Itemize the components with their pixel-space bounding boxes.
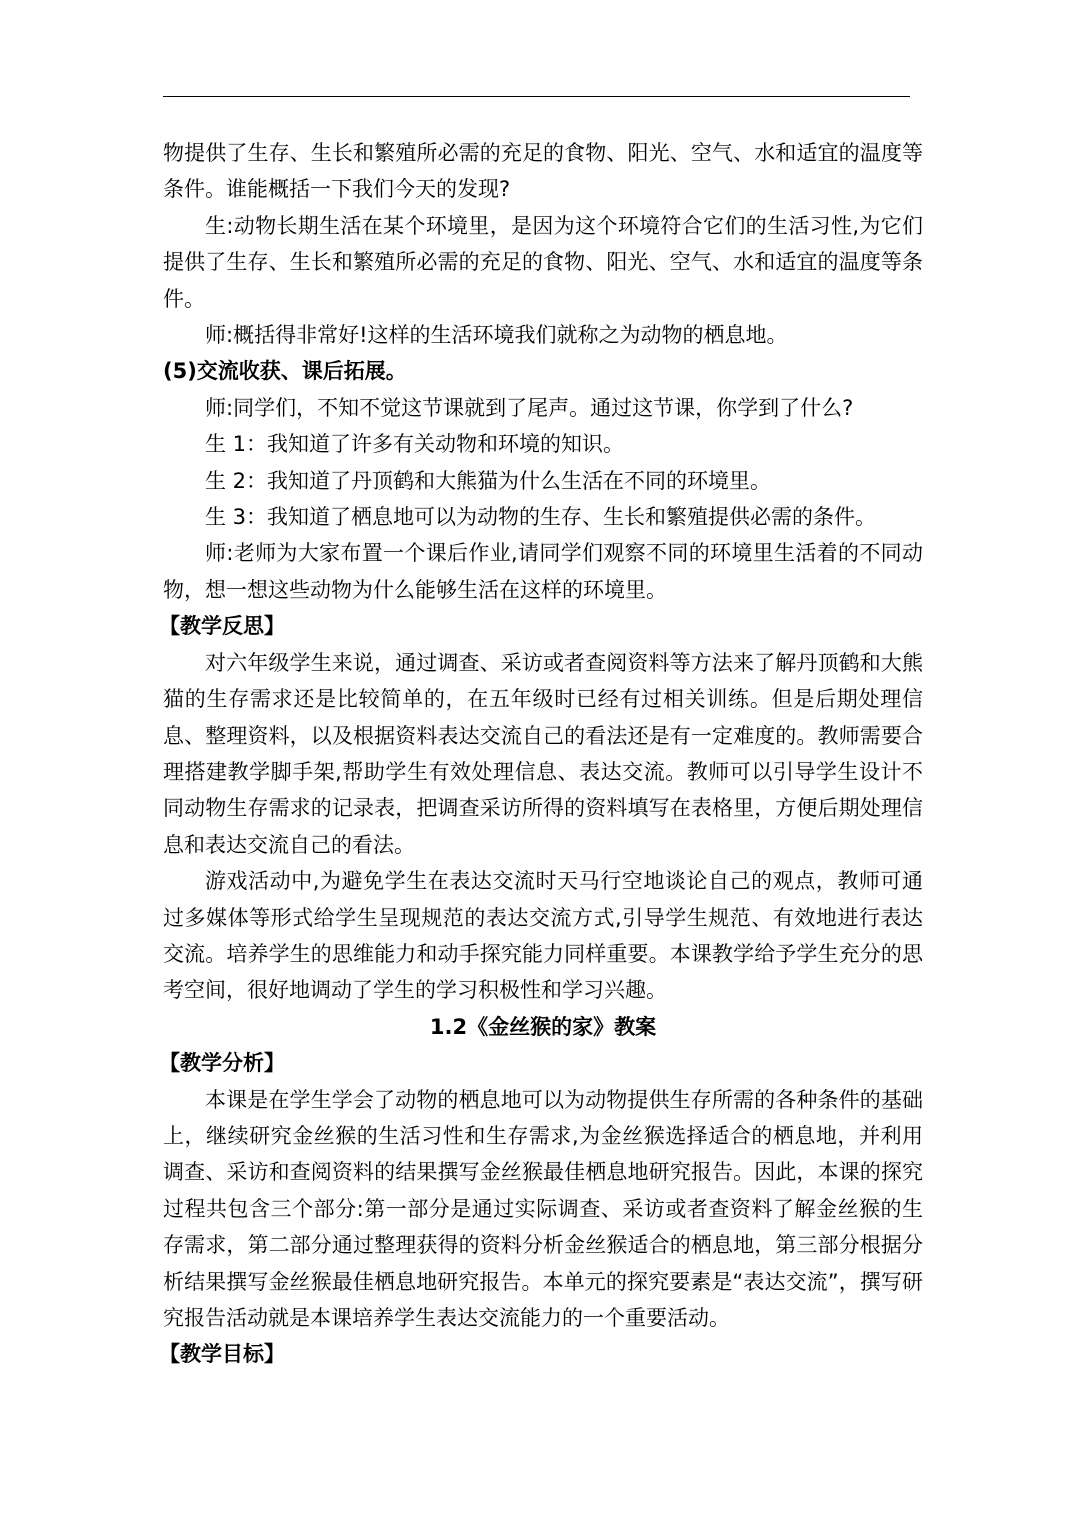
paragraph-reflection-2: 游戏活动中,为避免学生在表达交流时天马行空地谈论自己的观点，教师可通过多媒体等形式给学生呈现规范的表达交流方式,引导学生规范、有效地进行表达交流。培养学生的思维能力和动手探究能力同样重要。本课教学给予学生充分的思考空间，很好地调动了学生的学习积极性和学习兴趣。 bbox=[163, 869, 923, 1003]
paragraph-student-1: 生 1：我知道了许多有关动物和环境的知识。 bbox=[205, 432, 625, 457]
section-heading-reflection: 【教学反思】 bbox=[159, 614, 285, 639]
paragraph-teacher-question: 师:同学们，不知不觉这节课就到了尾声。通过这节课，你学到了什么? bbox=[205, 395, 854, 420]
paragraph-teacher-habitat: 师:概括得非常好!这样的生活环境我们就称之为动物的栖息地。 bbox=[205, 323, 788, 348]
paragraph-continuation: 物提供了生存、生长和繁殖所必需的充足的食物、阳光、空气、水和适宜的温度等条件。谁能概括一下我们今天的发现? bbox=[163, 141, 923, 202]
lesson-title: 1.2《金丝猴的家》教案 bbox=[429, 1014, 657, 1039]
paragraph-homework: 师:老师为大家布置一个课后作业,请同学们观察不同的环境里生活着的不同动物，想一想这些动物为什么能够生活在这样的环境里。 bbox=[163, 541, 923, 602]
paragraph-student-summary: 生:动物长期生活在某个环境里，是因为这个环境符合它们的生活习性,为它们提供了生存、生长和繁殖所必需的充足的食物、阳光、空气、水和适宜的温度等条件。 bbox=[163, 213, 923, 311]
paragraph-student-2: 生 2：我知道了丹顶鹤和大熊猫为什么生活在不同的环境里。 bbox=[205, 468, 772, 493]
section-heading-analysis: 【教学分析】 bbox=[159, 1051, 285, 1076]
section-heading-objectives: 【教学目标】 bbox=[159, 1342, 285, 1367]
paragraph-reflection-1: 对六年级学生来说，通过调查、采访或者查阅资料等方法来了解丹顶鹤和大熊猫的生存需求还是比较简单的，在五年级时已经有过相关训练。但是后期处理信息、整理资料，以及根据资料表达交流自己的看法还是有一定难度的。教师需要合理搭建教学脚手架,帮助学生有效处理信息、表达交流。教师可以引导学生设计不同动物生存需求的记录表，把调查采访所得的资料填写在表格里，方便后期处理信息和表达交流自己的看法。 bbox=[163, 650, 923, 857]
document-body bbox=[159, 135, 923, 1373]
step-heading: (5)交流收获、课后拓展。 bbox=[163, 359, 407, 384]
header-rule bbox=[163, 96, 910, 97]
paragraph-analysis: 本课是在学生学会了动物的栖息地可以为动物提供生存所需的各种条件的基础上，继续研究金丝猴的生活习性和生存需求,为金丝猴选择适合的栖息地，并利用调查、采访和查阅资料的结果撰写金丝猴最佳栖息地研究报告。因此，本课的探究过程共包含三个部分:第一部分是通过实际调查、采访或者查资料了解金丝猴的生存需求，第二部分通过整理获得的资料分析金丝猴适合的栖息地，第三部分根据分析结果撰写金丝猴最佳栖息地研究报告。本单元的探究要素是“表达交流”，撰写研究报告活动就是本课培养学生表达交流能力的一个重要活动。 bbox=[163, 1087, 923, 1330]
paragraph-student-3: 生 3：我知道了栖息地可以为动物的生存、生长和繁殖提供必需的条件。 bbox=[205, 505, 877, 530]
